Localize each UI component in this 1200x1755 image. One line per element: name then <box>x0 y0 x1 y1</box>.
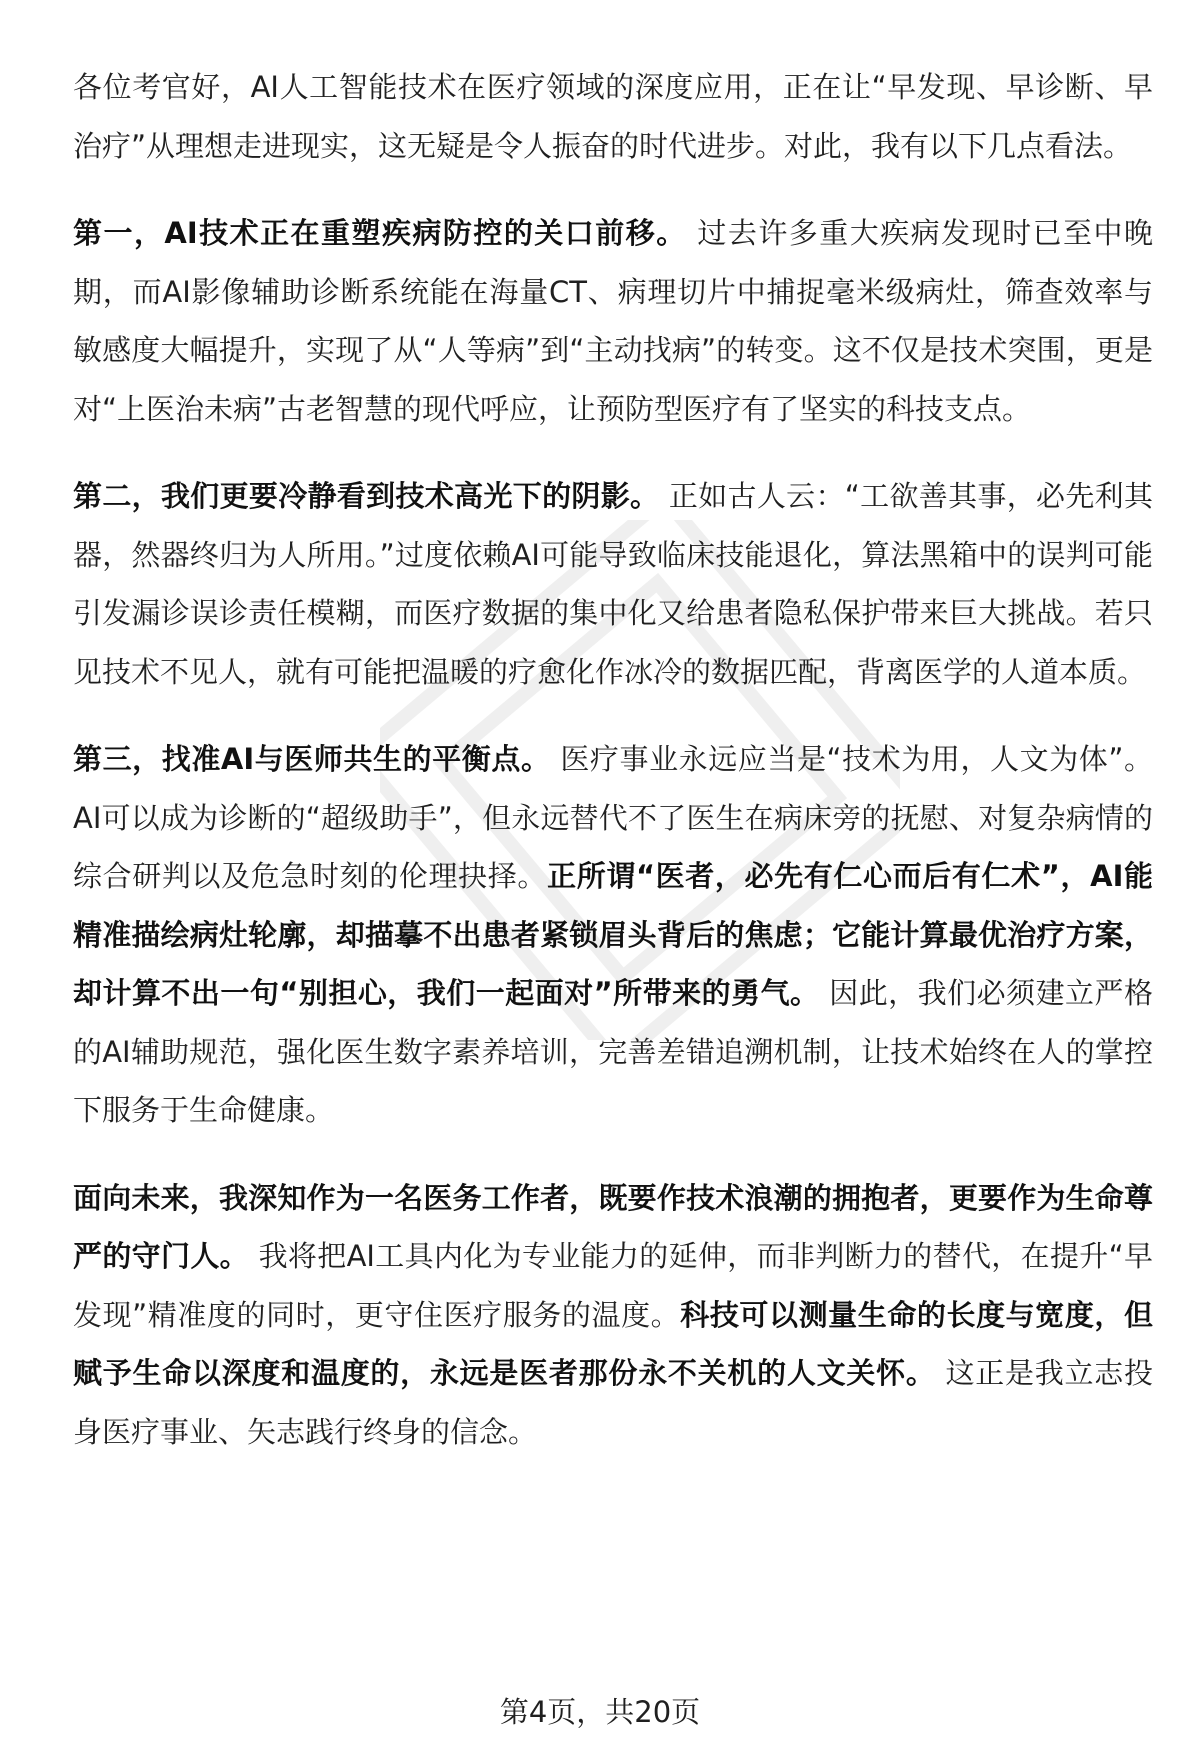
page-number: 第4页，共20页 <box>499 1695 701 1729</box>
paragraph-text: 过去许多重大疾病发现时已至中晚期，而AI影像辅助诊断系统能在海量CT、病理切片中捕捉毫米级病灶，筛查效率与敏感度大幅提升，实现了从“人等病”到“主动找病”的转变。这不仅是技术突围，更是对“上医治未病”古老智慧的现代呼应，让预防型医疗有了坚实的科技支点。 <box>73 216 1153 426</box>
paragraph-heading: 面向未来，我深知作为一名医务工作者，既要作技术浪潮的拥抱者，更要作为生命尊严的守门人。 <box>73 1180 1153 1273</box>
paragraph-text: 这正是我立志投身医疗事业、矢志践行终身的信念。 <box>73 1356 1153 1449</box>
paragraph-heading: 第二，我们更要冷静看到技术高光下的阴影。 <box>73 479 660 513</box>
paragraph-text: 因此，我们必须建立严格的AI辅助规范，强化医生数字素养培训，完善差错追溯机制，让技术始终在人的掌控下服务于生命健康。 <box>73 976 1153 1127</box>
paragraph-emphasis: 正所谓“医者，必先有仁心而后有仁术”，AI能精准描绘病灶轮廓，却描摹不出患者紧锁眉头背后的焦虑；它能计算最优治疗方案，却计算不出一句“别担心，我们一起面对”所带来的勇气。 <box>73 859 1153 1010</box>
paragraph-text: 医疗事业永远应当是“技术为用，人文为体”。AI可以成为诊断的“超级助手”，但永远替代不了医生在病床旁的抚慰、对复杂病情的综合研判以及危急时刻的伦理抉择。 <box>73 742 1153 893</box>
paragraph-text: 我将把AI工具内化为专业能力的延伸，而非判断力的替代，在提升“早发现”精准度的同时，更守住医疗服务的温度。 <box>73 1239 1153 1332</box>
paragraph-heading: 第三，找准AI与医师共生的平衡点。 <box>73 742 551 776</box>
paragraph-point-two <box>73 467 1153 701</box>
paragraph-intro <box>73 58 1153 175</box>
paragraph-text: 各位考官好，AI人工智能技术在医疗领域的深度应用，正在让“早发现、早诊断、早治疗”从理想走进现实，这无疑是令人振奋的时代进步。对此，我有以下几点看法。 <box>73 70 1153 163</box>
paragraph-conclusion <box>73 1169 1153 1462</box>
paragraph-text: 正如古人云：“工欲善其事，必先利其器，然器终归为人所用。”过度依赖AI可能导致临床技能退化，算法黑箱中的误判可能引发漏诊误诊责任模糊，而医疗数据的集中化又给患者隐私保护带来巨大挑战。若只见技术不见人，就有可能把温暖的疗愈化作冰冷的数据匹配，背离医学的人道本质。 <box>73 479 1153 689</box>
paragraph-point-three <box>73 730 1153 1140</box>
document-body <box>73 58 1153 1490</box>
paragraph-heading: 第一，AI技术正在重塑疾病防控的关口前移。 <box>73 216 687 250</box>
paragraph-point-one <box>73 204 1153 438</box>
paragraph-emphasis: 科技可以测量生命的长度与宽度，但赋予生命以深度和温度的，永远是医者那份永不关机的人文关怀。 <box>73 1297 1153 1390</box>
